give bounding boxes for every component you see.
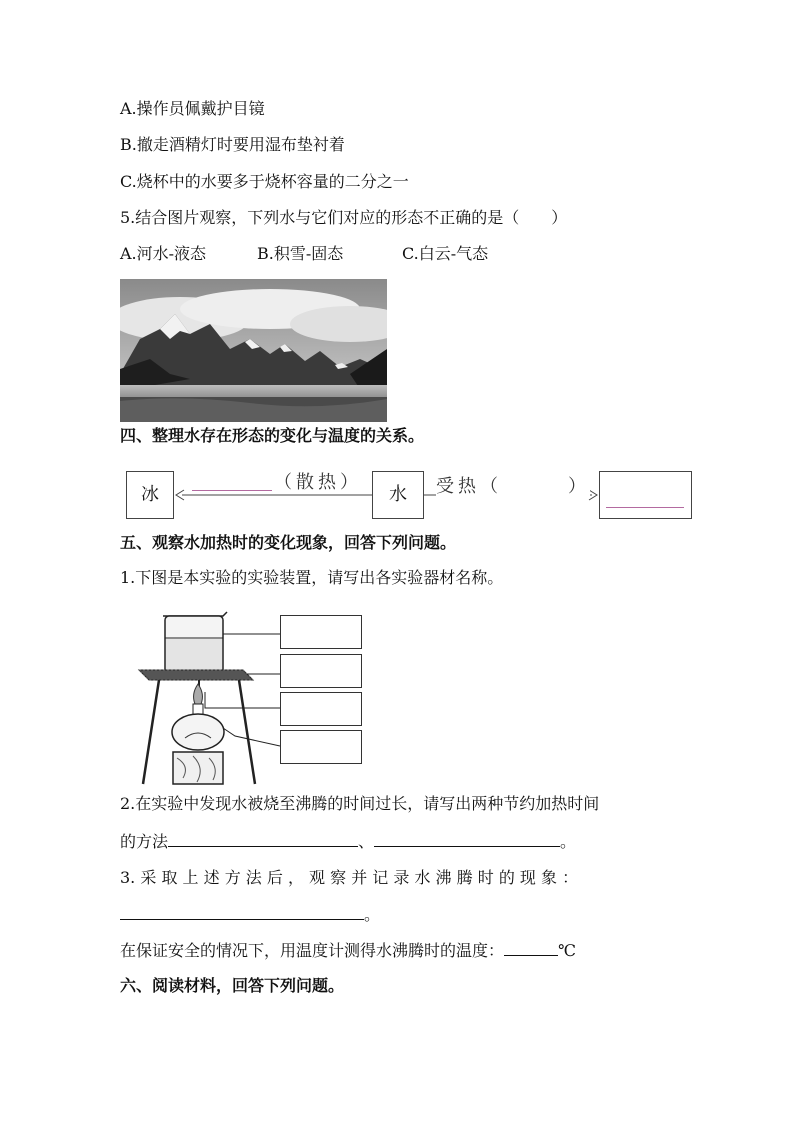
section5-q2-line2 <box>120 830 576 853</box>
apparatus-label-box-1[interactable] <box>280 615 362 649</box>
landscape-photo <box>120 279 387 422</box>
gauze-icon <box>139 670 253 680</box>
q5-option-c: C.白云-气态 <box>402 244 489 263</box>
section5-q1: 1.下图是本实验的实验装置，请写出各实验器材名称。 <box>120 568 504 587</box>
q3-end: 。 <box>364 905 381 924</box>
q5-stem: 5.结合图片观察，下列水与它们对应的形态不正确的是（ ） <box>120 208 568 227</box>
water-label: 水 <box>389 484 407 505</box>
q2-end: 。 <box>560 832 577 851</box>
right-arrow-label: 受热（ ） <box>436 472 590 498</box>
q5-option-b: B.积雪-固态 <box>257 244 344 263</box>
q5-options <box>120 243 488 265</box>
apparatus-label-box-2[interactable] <box>280 654 362 688</box>
beaker-icon <box>163 612 227 676</box>
left-answer-line <box>192 490 272 491</box>
q3-phenomenon-blank[interactable] <box>120 903 364 920</box>
q4-option-c: C.烧杯中的水要多于烧杯容量的二分之一 <box>120 172 409 191</box>
section5-q3-line2 <box>120 903 380 926</box>
q4-option-b: B.撤走酒精灯时要用湿布垫衬着 <box>120 135 345 154</box>
q3-unit: ℃ <box>558 941 576 960</box>
ice-box <box>126 471 174 519</box>
left-arrow-label: （散热） <box>274 468 362 494</box>
q5-option-a: A.河水-液态 <box>120 244 207 263</box>
landscape-photo-svg <box>120 279 387 422</box>
wooden-block-icon <box>173 752 223 784</box>
section6-title: 六、阅读材料，回答下列问题。 <box>120 976 345 995</box>
q4-option-a: A.操作员佩戴护目镜 <box>120 99 265 118</box>
section5-q3-line3 <box>120 939 576 962</box>
water-box <box>372 471 424 519</box>
apparatus-label-box-3[interactable] <box>280 692 362 726</box>
apparatus-label-box-4[interactable] <box>280 730 362 764</box>
section5-title: 五、观察水加热时的变化现象，回答下列问题。 <box>120 533 457 552</box>
flame-icon <box>194 684 203 704</box>
q2-prefix: 的方法 <box>120 832 169 851</box>
alcohol-lamp-icon <box>172 704 224 750</box>
section5-q3-line1: 3. 采 取 上 述 方 法 后 ， 观 察 并 记 录 水 沸 腾 时 的 现 象 ： <box>120 868 579 887</box>
answer-box-pink-line <box>606 507 684 508</box>
q2-blank-1[interactable] <box>168 830 358 847</box>
ice-label: 冰 <box>141 484 159 505</box>
section5-q2-line1: 2.在实验中发现水被烧至沸腾的时间过长，请写出两种节约加热时间 <box>120 794 600 813</box>
q2-blank-2[interactable] <box>374 830 560 847</box>
q3-temperature-blank[interactable] <box>504 939 558 956</box>
answer-box <box>599 471 692 519</box>
q2-separator: 、 <box>358 832 375 851</box>
section4-title: 四、整理水存在形态的变化与温度的关系。 <box>120 426 425 445</box>
q3-temp-prefix: 在保证安全的情况下，用温度计测得水沸腾时的温度： <box>120 941 505 960</box>
